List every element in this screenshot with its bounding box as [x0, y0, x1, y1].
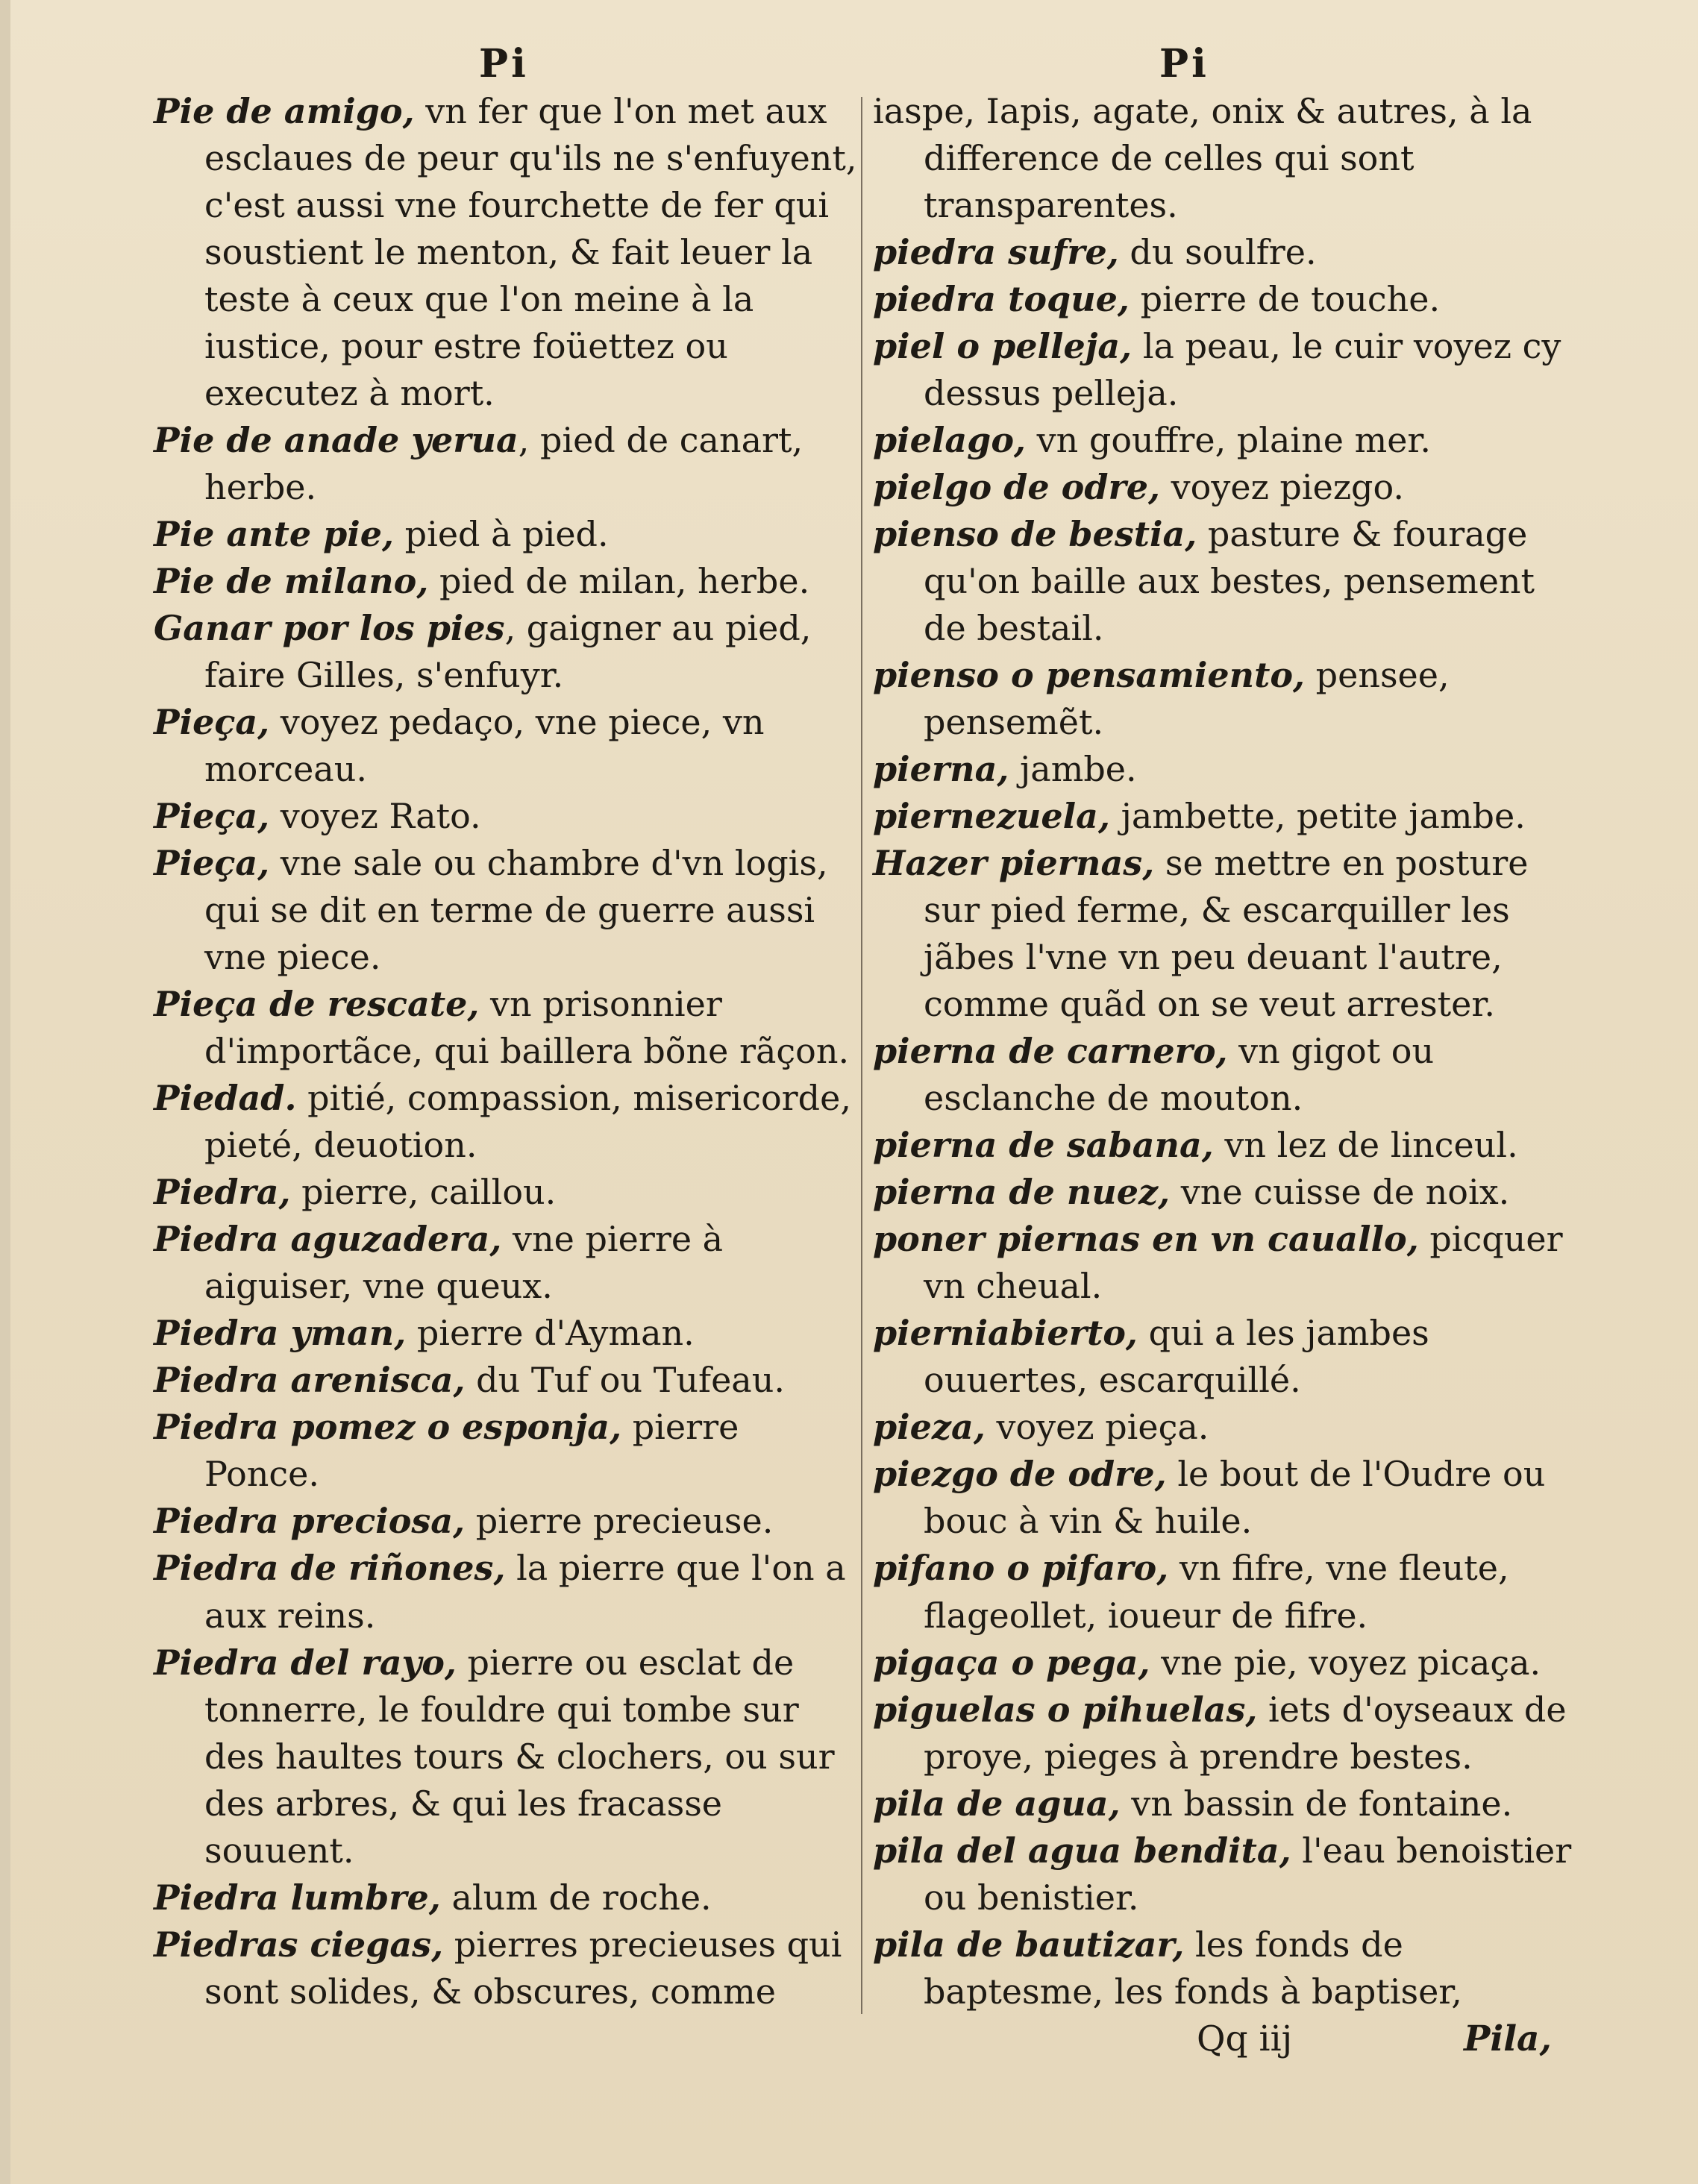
- entry-definition: vn gouffre, plaine mer.: [1026, 420, 1431, 461]
- left-column: [154, 88, 862, 2015]
- entry-headword: Piedra pomez o esponja,: [154, 1407, 622, 1448]
- entry-headword: piedra toque,: [873, 279, 1130, 320]
- dictionary-entry: [154, 605, 862, 699]
- entry-definition: pierre ou esclat de tonnerre, le fouldre qui tombe sur des haultes tours & clochers, ou sur des arbres, & qui les fracasse souuent.: [204, 1642, 835, 1871]
- dictionary-entry: [154, 1404, 862, 1498]
- entry-headword: pierniabierto,: [873, 1313, 1138, 1354]
- entry-definition: du Tuf ou Tufeau.: [465, 1360, 785, 1401]
- entry-headword: piernezuela,: [873, 796, 1110, 837]
- entry-headword: pigaça o pega,: [873, 1642, 1150, 1683]
- entry-headword: Hazer piernas,: [873, 843, 1155, 884]
- dictionary-entry: [873, 793, 1582, 840]
- entry-definition: vn bassin de fontaine.: [1120, 1783, 1513, 1824]
- entry-headword: pierna de nuez,: [873, 1172, 1171, 1213]
- entry-headword: piezgo de odre,: [873, 1454, 1167, 1495]
- entry-definition: du soulfre.: [1118, 232, 1317, 273]
- header-left: Pi: [479, 41, 529, 87]
- dictionary-entry: [154, 1310, 862, 1357]
- dictionary-entry: [873, 746, 1582, 793]
- entry-definition: pierre d'Ayman.: [406, 1313, 695, 1354]
- entry-definition: pied de milan, herbe.: [428, 561, 810, 602]
- entry-definition: vn gigot ou esclanche de mouton.: [924, 1031, 1435, 1119]
- entry-headword: pila de bautizar,: [873, 1924, 1185, 1965]
- dictionary-entry: [873, 1780, 1582, 1827]
- dictionary-entry: [154, 511, 862, 558]
- dictionary-entry: [873, 1028, 1582, 1122]
- column-divider: [861, 97, 862, 2014]
- entry-headword: Ganar por los pies: [154, 608, 505, 649]
- entry-headword: pielgo de odre,: [873, 467, 1161, 508]
- dictionary-entry: [873, 417, 1582, 464]
- entry-definition: vne sale ou chambre d'vn logis, qui se dit en terme de guerre aussi vne piece.: [204, 843, 828, 978]
- dictionary-entry: [154, 840, 862, 981]
- entry-headword: Piedra del rayo,: [154, 1642, 457, 1683]
- dictionary-entry: [154, 981, 862, 1075]
- entry-headword: Piedras ciegas,: [154, 1924, 444, 1965]
- dictionary-entry: [154, 793, 862, 840]
- entry-headword: Pieça de rescate,: [154, 984, 480, 1025]
- dictionary-entry: [873, 1827, 1582, 1921]
- entry-definition: pierre de touche.: [1129, 279, 1441, 320]
- dictionary-entry: [154, 699, 862, 793]
- entry-headword: Piedra arenisca,: [154, 1360, 466, 1401]
- entry-definition: vn fer que l'on met aux esclaues de peur qu'ils ne s'enfuyent, c'est aussi vne fourchette de fer qui soustient le menton, & fait leuer la teste à ceux que l'on meine à la iustice, pour estre foüettez ou executez à mort.: [204, 91, 857, 414]
- entry-definition: pied à pied.: [394, 514, 609, 555]
- entry-definition: vne pierre à aiguiser, vne queux.: [204, 1219, 724, 1307]
- entry-headword: piel o pelleja,: [873, 326, 1132, 367]
- dictionary-entry: [154, 1498, 862, 1545]
- entry-definition: picquer vn cheual.: [924, 1219, 1563, 1307]
- entry-headword: Pieça,: [154, 796, 270, 837]
- entry-definition: iets d'oyseaux de proye, pieges à prendre bestes.: [924, 1689, 1567, 1777]
- entry-definition: pitié, compassion, misericorde, pieté, deuotion.: [204, 1078, 851, 1166]
- entry-definition: pierre Ponce.: [204, 1407, 739, 1495]
- dictionary-entry: [154, 1874, 862, 1921]
- dictionary-entry: [154, 1921, 862, 2015]
- entry-definition: la pierre que l'on a aux reins.: [204, 1548, 846, 1636]
- entry-definition: le bout de l'Oudre ou bouc à vin & huile.: [924, 1454, 1546, 1542]
- entry-definition: voyez pedaço, vne piece, vn morceau.: [204, 702, 765, 790]
- entry-definition: vne pie, voyez picaça.: [1150, 1642, 1541, 1683]
- entry-definition: vne cuisse de noix.: [1170, 1172, 1510, 1213]
- catchword: Pila,: [1464, 2018, 1552, 2059]
- entry-definition: qui a les jambes ouuertes, escarquillé.: [924, 1313, 1429, 1401]
- entry-headword: Piedra aguzadera,: [154, 1219, 502, 1260]
- entry-headword: pierna,: [873, 749, 1009, 790]
- entry-headword: Piedra,: [154, 1172, 291, 1213]
- entry-definition: les fonds de baptesme, les fonds à baptiser,: [924, 1924, 1462, 2012]
- dictionary-entry: [873, 229, 1582, 276]
- entry-definition: se mettre en posture sur pied ferme, & escarquiller les jãbes l'vne vn peu deuant l'autre, comme quãd on se veut arrester.: [924, 843, 1529, 1025]
- dictionary-entry: [873, 511, 1582, 652]
- entry-definition: vn lez de linceul.: [1213, 1125, 1518, 1166]
- dictionary-entry: [873, 1545, 1582, 1639]
- entry-definition: vn prisonnier d'importãce, qui baillera bõne rãçon.: [204, 984, 850, 1072]
- dictionary-entry: [873, 1169, 1582, 1216]
- entry-headword: pila de agua,: [873, 1783, 1121, 1824]
- dictionary-entry: [873, 840, 1582, 1028]
- dictionary-entry: [154, 1216, 862, 1310]
- entry-headword: pierna de sabana,: [873, 1125, 1214, 1166]
- dictionary-entry: [154, 1075, 862, 1169]
- entry-definition: voyez piezgo.: [1160, 467, 1405, 508]
- dictionary-entry: [154, 1169, 862, 1216]
- entry-headword: Piedad.: [154, 1078, 297, 1119]
- entry-headword: pienso o pensamiento,: [873, 655, 1306, 696]
- entry-definition: jambette, petite jambe.: [1109, 796, 1526, 837]
- entry-definition: alum de roche.: [440, 1877, 712, 1918]
- signature-mark: Qq iij: [1197, 2018, 1293, 2059]
- entry-headword: pila del agua bendita,: [873, 1830, 1291, 1871]
- page-footer: [10, 2018, 1698, 2071]
- entry-headword: pieza,: [873, 1407, 986, 1448]
- dictionary-entry: [154, 417, 862, 511]
- entry-definition: pierre precieuse.: [465, 1501, 774, 1542]
- entry-headword: Pieça,: [154, 702, 270, 743]
- entry-headword: Pie de milano,: [154, 561, 429, 602]
- header-right: Pi: [1159, 41, 1209, 87]
- entry-headword: Pie de anade yerua: [154, 420, 519, 461]
- dictionary-entry: [873, 1404, 1582, 1451]
- dictionary-entry: [154, 88, 862, 417]
- entry-definition: iaspe, Iapis, agate, onix & autres, à la difference de celles qui sont transparentes.: [873, 91, 1532, 226]
- book-page: [10, 0, 1698, 2184]
- entry-headword: Pie ante pie,: [154, 514, 395, 555]
- dictionary-entry: [873, 1216, 1582, 1310]
- entry-headword: piedra sufre,: [873, 232, 1119, 273]
- entry-headword: Piedra preciosa,: [154, 1501, 466, 1542]
- entry-definition: l'eau benoistier ou benistier.: [924, 1830, 1572, 1918]
- entry-headword: Piedra lumbre,: [154, 1877, 441, 1918]
- entry-definition: voyez Rato.: [269, 796, 481, 837]
- dictionary-entry: [873, 276, 1582, 323]
- entry-headword: Piedra yman,: [154, 1313, 407, 1354]
- dictionary-entry: [873, 464, 1582, 511]
- entry-definition: , pied de canart, herbe.: [204, 420, 803, 508]
- entry-headword: piguelas o pihuelas,: [873, 1689, 1258, 1730]
- entry-headword: Pieça,: [154, 843, 270, 884]
- dictionary-entry: [154, 1639, 862, 1874]
- entry-definition: pensee, pensemẽt.: [924, 655, 1450, 743]
- running-header: [10, 41, 1698, 93]
- entry-headword: Pie de amigo,: [154, 91, 415, 131]
- entry-headword: poner piernas en vn cauallo,: [873, 1219, 1419, 1260]
- dictionary-entry: [873, 1451, 1582, 1545]
- dictionary-entry: [154, 1357, 862, 1404]
- entry-definition: vn fifre, vne fleute, flageollet, ioueur de fifre.: [924, 1548, 1509, 1636]
- entry-definition: , gaigner au pied, faire Gilles, s'enfuyr.: [204, 608, 812, 696]
- dictionary-entry: [873, 88, 1582, 229]
- dictionary-entry: [873, 323, 1582, 417]
- dictionary-entry: [873, 1639, 1582, 1686]
- entry-definition: pasture & fourage qu'on baille aux bestes, pensement de bestail.: [924, 514, 1535, 649]
- dictionary-entry: [873, 1686, 1582, 1780]
- entry-definition: pierres precieuses qui sont solides, & obscures, comme: [204, 1924, 842, 2012]
- entry-headword: pienso de bestia,: [873, 514, 1197, 555]
- entry-definition: pierre, caillou.: [290, 1172, 557, 1213]
- entry-definition: jambe.: [1009, 749, 1137, 790]
- entry-definition: la peau, le cuir voyez cy dessus pelleja.: [924, 326, 1561, 414]
- entry-headword: Piedra de riñones,: [154, 1548, 506, 1589]
- dictionary-entry: [873, 1921, 1582, 2015]
- entry-headword: pifano o pifaro,: [873, 1548, 1169, 1589]
- dictionary-entry: [873, 1122, 1582, 1169]
- entry-headword: pierna de carnero,: [873, 1031, 1228, 1072]
- entry-definition: voyez pieça.: [985, 1407, 1209, 1448]
- dictionary-entry: [873, 652, 1582, 746]
- right-column: [873, 88, 1582, 2015]
- entry-headword: pielago,: [873, 420, 1027, 461]
- dictionary-entry: [873, 1310, 1582, 1404]
- dictionary-entry: [154, 1545, 862, 1639]
- dictionary-entry: [154, 558, 862, 605]
